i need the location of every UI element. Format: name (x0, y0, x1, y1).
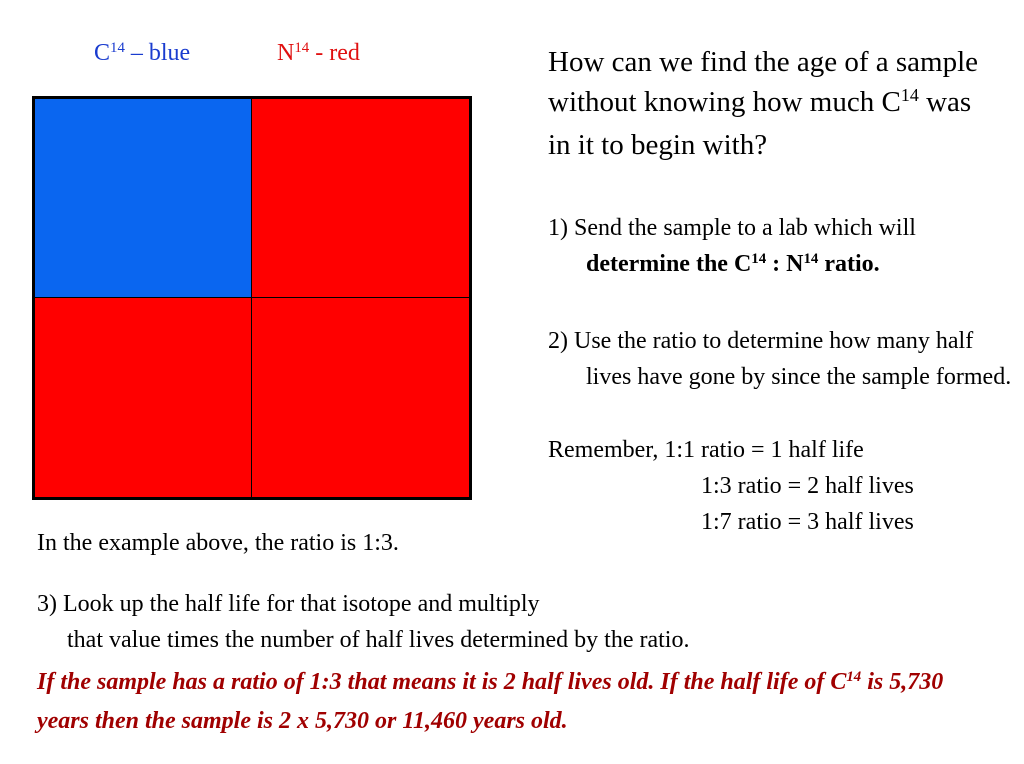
grid-cell-2 (35, 298, 252, 497)
nitrogen-label: - red (315, 40, 360, 66)
step-1 (548, 210, 1016, 285)
nitrogen-symbol: N (277, 40, 295, 66)
conclusion-text-1: If the sample has a ratio of 1:3 that means it is 2 half lives old. If the half life of C (37, 669, 847, 695)
conclusion-text (37, 664, 987, 739)
carbon-mass: 14 (110, 39, 125, 56)
legend-carbon (94, 40, 190, 67)
question-sup: 14 (900, 85, 919, 106)
conclusion-sup: 14 (846, 668, 862, 685)
step-3 (37, 586, 937, 658)
step-1-bold (586, 251, 880, 277)
step-3-line-1: 3) Look up the half life for that isotope and multiply (37, 591, 540, 617)
question-text-1: How can we find the age of a sample without knowing how much C (548, 46, 979, 118)
step-1-bold-a: determine the C (586, 251, 752, 277)
question-text-2: was in it to begin with? (548, 86, 972, 161)
carbon-symbol: C (94, 40, 111, 66)
step-2: 2) Use the ratio to determine how many half lives have gone by since the sample formed. (548, 328, 1012, 390)
legend-nitrogen (277, 40, 360, 67)
step-1-sup-b: 14 (803, 250, 819, 267)
question-heading (548, 42, 978, 165)
example-text: In the example above, the ratio is 1:3. (37, 530, 399, 556)
grid-cell-0 (35, 99, 252, 298)
step-3-line-2: that value times the number of half lives determined by the ratio. (67, 627, 690, 653)
remember-line-2: 1:3 ratio = 2 half lives (701, 473, 914, 499)
carbon-label: – blue (130, 40, 191, 66)
grid-cell-1 (252, 99, 469, 298)
step-1-text: 1) Send the sample to a lab which will (548, 215, 916, 241)
remember-line-1: Remember, 1:1 ratio = 1 half life (548, 437, 864, 463)
conclusion-text-2: is 5,730 years then the sample is 2 x 5,730 or 11,460 years old. (37, 669, 944, 734)
step-1-sup-a: 14 (751, 250, 767, 267)
grid-cell-3 (252, 298, 469, 497)
step-1-bold-c: ratio. (818, 251, 880, 277)
isotope-grid (32, 96, 472, 500)
nitrogen-mass: 14 (294, 39, 310, 56)
step-1-bold-b: : N (766, 251, 804, 277)
remember-block (548, 432, 988, 540)
remember-line-3: 1:7 ratio = 3 half lives (701, 509, 914, 535)
